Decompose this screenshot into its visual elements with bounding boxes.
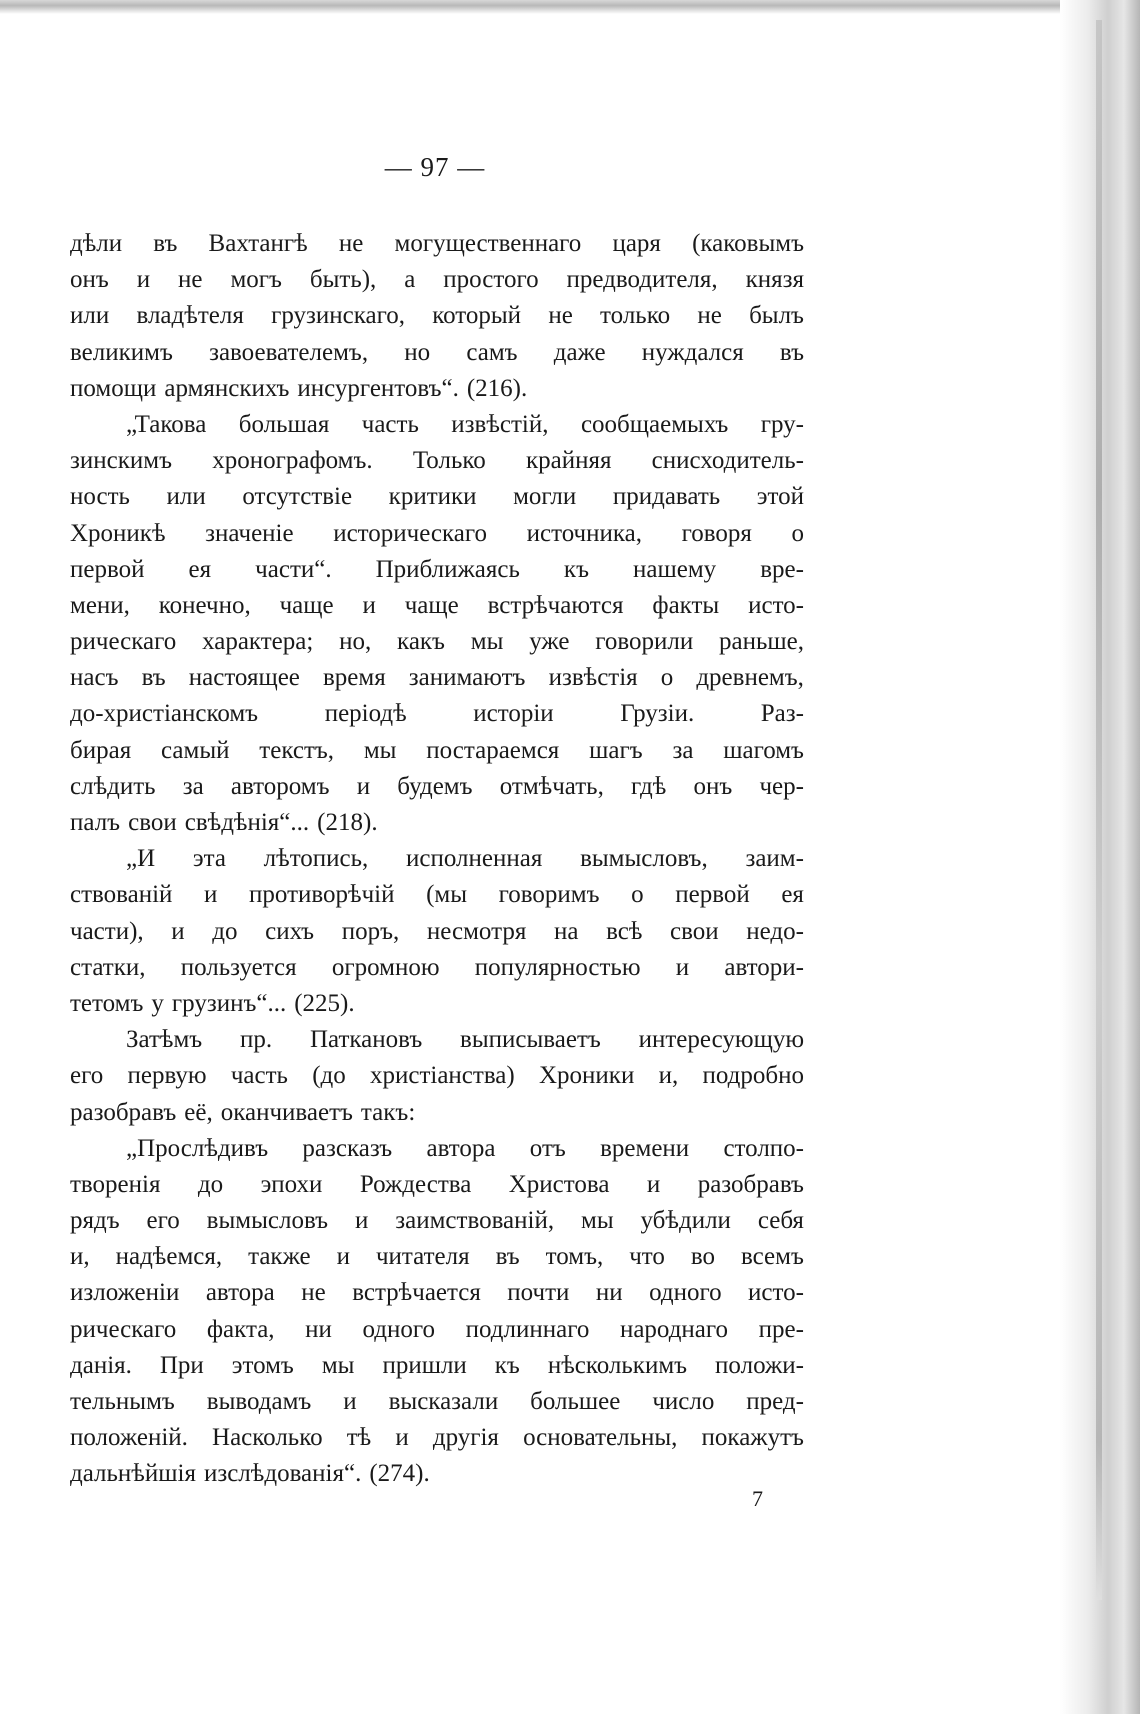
text-line: его первую часть (до христіанства) Хроники и, подробно <box>70 1062 804 1090</box>
scan-binding-edge <box>1060 0 1140 1714</box>
text-line: дѣли въ Вахтангѣ не могущественнаго царя (каковымъ <box>70 230 804 257</box>
text-line: ность или отсутствіе критики могли придавать этой <box>70 483 804 511</box>
page-number: — 97 — <box>384 152 486 182</box>
text-line: слѣдить за авторомъ и будемъ отмѣчать, гдѣ онъ чер- <box>70 772 804 800</box>
text-line: Затѣмъ пр. Паткановъ выписываетъ интересующую <box>126 1026 804 1054</box>
text-line: „И эта лѣтопись, исполненная вымысловъ, заим- <box>126 845 804 873</box>
text-line: разобравъ её, оканчиваетъ такъ: <box>70 1098 416 1126</box>
text-line: части), и до сихъ поръ, несмотря на всѣ свои недо- <box>70 917 804 945</box>
scan-top-edge <box>0 0 1140 14</box>
text-line: палъ свои свѣдѣнія“... (218). <box>70 809 378 836</box>
text-line: мени, конечно, чаще и чаще встрѣчаются факты исто- <box>70 591 804 619</box>
text-line: или владѣтеля грузинскаго, который не только не былъ <box>70 302 804 330</box>
text-line: статки, пользуется огромною популярностью и автори- <box>70 953 804 981</box>
text-line: рическаго характера; но, какъ мы уже говорили раньше, <box>70 628 804 656</box>
text-line: изложеніи автора не встрѣчается почти ни одного исто- <box>70 1279 804 1307</box>
text-line: зинскимъ хронографомъ. Только крайняя снисходитель- <box>70 447 804 475</box>
text-line: положеній. Насколько тѣ и другія основательны, покажутъ <box>70 1424 804 1452</box>
text-line: данія. При этомъ мы пришли къ нѣсколькимъ положи- <box>70 1351 804 1379</box>
text-line: дальнѣйшія изслѣдованія“. (274). <box>70 1460 430 1488</box>
binding-shadow <box>1096 20 1102 1600</box>
text-line: Хроникѣ значеніе историческаго источника, говоря о <box>70 519 804 547</box>
text-line: тетомъ у грузинъ“... (225). <box>70 989 355 1017</box>
body-text <box>70 226 804 1493</box>
text-line: ствованій и противорѣчій (мы говоримъ о первой ея <box>70 881 804 909</box>
text-line: рядъ его вымысловъ и заимствованій, мы убѣдили себя <box>70 1207 804 1235</box>
text-line: творенія до эпохи Рождества Христова и разобравъ <box>70 1170 804 1198</box>
signature-mark: 7 <box>752 1486 763 1511</box>
text-line: великимъ завоевателемъ, но самъ даже нуждался въ <box>70 338 804 366</box>
text-line: бирая самый текстъ, мы постараемся шагъ за шагомъ <box>70 736 804 764</box>
text-line: и, надѣемся, также и читателя въ томъ, что во всемъ <box>70 1243 804 1271</box>
text-line: „Такова большая часть извѣстій, сообщаемыхъ гру- <box>126 410 804 438</box>
text-line: онъ и не могъ быть), а простого предводителя, князя <box>70 266 804 294</box>
text-line: до-христіанскомъ періодѣ исторіи Грузіи. Раз- <box>70 700 804 728</box>
text-line: насъ въ настоящее время занимаютъ извѣстія о древнемъ, <box>70 664 804 692</box>
text-line: рическаго факта, ни одного подлиннаго народнаго пре- <box>70 1315 804 1343</box>
text-line: тельнымъ выводамъ и высказали большее число пред- <box>70 1388 804 1415</box>
text-line: помощи армянскихъ инсургентовъ“. (216). <box>70 374 528 402</box>
text-line: „Прослѣдивъ разсказъ автора отъ времени столпо- <box>126 1134 804 1162</box>
text-line: первой ея части“. Приближаясь къ нашему вре- <box>70 555 804 583</box>
